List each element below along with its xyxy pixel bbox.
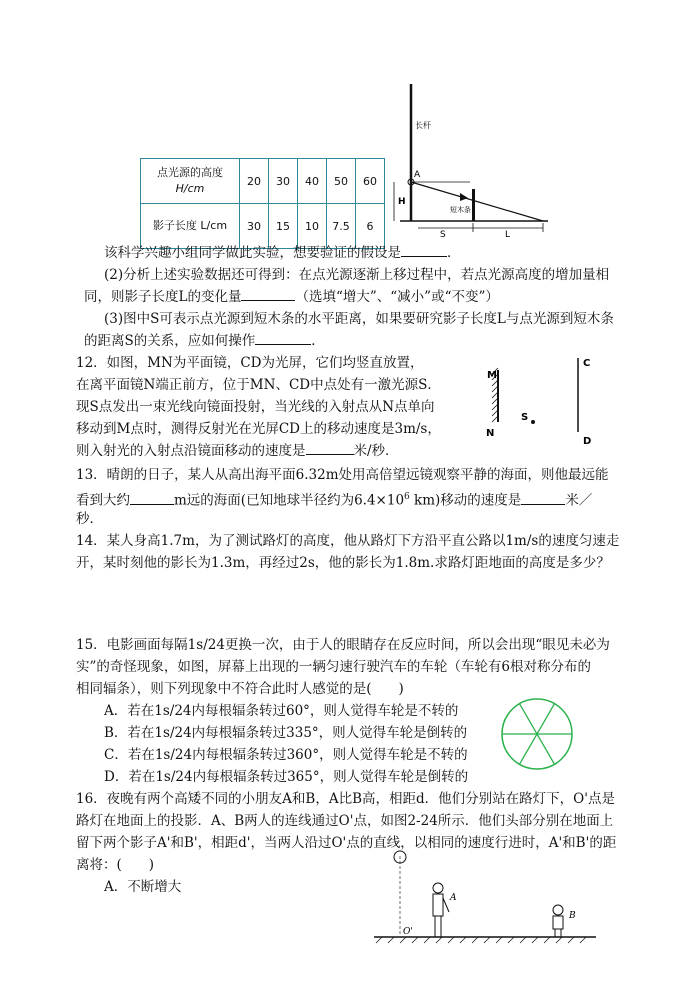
label-person-a: A: [450, 893, 457, 903]
answer-blank[interactable]: [401, 242, 447, 257]
q15-line3: 相同辐条），则下列现象中不符合此时人感觉的是( ): [76, 681, 404, 697]
label-c: C: [583, 358, 591, 369]
table-cell: 6: [356, 204, 385, 249]
q16-line1: 16．夜晚有两个高矮不同的小朋友A和B，A比B高，相距d．他们分别站在路灯下，O'点是: [76, 791, 615, 807]
q13-line3: 秒．: [76, 511, 103, 527]
table-header-cell: 影子长度 L/cm: [141, 204, 240, 249]
q13-line1: 13．晴朗的日子，某人从高出海平面6.32m处用高倍望远镜观察平静的海面，则他最远能: [76, 467, 609, 483]
wheel-spokes: [502, 704, 572, 765]
ray-arrow: [460, 193, 468, 201]
label-m: M: [487, 370, 497, 381]
q11-line3a-text: 同，则影子长度L的变化量: [84, 289, 242, 305]
answer-blank[interactable]: [255, 330, 311, 345]
q14-line2: 开，某时刻他的影长为1.3m，再经过2s，他的影长为1.8m.求路灯距地面的高度是多少？: [76, 555, 610, 571]
table-cell: 20: [240, 159, 269, 204]
table-cell: 30: [240, 204, 269, 249]
q13-line2b-text: m远的海面(已知地球半径约为6.4×10: [174, 492, 405, 509]
table-cell: 10: [298, 204, 327, 249]
person-a: [433, 883, 449, 937]
q15-option-a[interactable]: A．若在1s/24内每根辐条转过60°，则人觉得车轮是不转的: [104, 703, 459, 719]
label-s: S: [521, 412, 529, 423]
label-o-prime: O': [403, 927, 413, 937]
q16-option-a[interactable]: A．不断增大: [104, 879, 182, 895]
q13-line2a-text: 看到大约: [76, 492, 130, 509]
q12-line2: 在离平面镜N端正前方，位于MN、CD中点处有一激光源S．: [76, 377, 441, 393]
table-cell: 30: [269, 159, 298, 204]
answer-blank[interactable]: [241, 286, 295, 301]
q16-line4: 离将：( ): [76, 857, 155, 873]
answer-blank[interactable]: [521, 490, 565, 505]
wheel-figure: [500, 697, 574, 771]
q12-line1: 12．如图，MN为平面镜，CD为光屏，它们均竖直放置，: [76, 355, 424, 371]
short-bar-label: 短木条: [450, 206, 471, 214]
l-label: L: [505, 230, 511, 240]
q16-line3: 留下两个影子A'和B'，相距d'，当两人沿过O'点的直线，以相同的速度行进时，A'和B'的距: [76, 835, 617, 851]
table-header-cell: 点光源的高度 H/cm: [141, 159, 240, 204]
q13-exponent: 6: [404, 492, 410, 502]
q15-line1: 15．电影画面每隔1s/24更换一次，由于人的眼睛存在反应时间，所以会出现“眼见未必为: [76, 637, 610, 653]
table-cell: 50: [327, 159, 356, 204]
pole-label: 长杆: [415, 121, 431, 130]
q11-line5a-text: 的距离S的关系，应如何操作: [84, 333, 256, 349]
table-cell: 40: [298, 159, 327, 204]
s-label: S: [440, 230, 446, 240]
light-ray: [411, 182, 543, 221]
q13-line2d-text: 米／: [565, 492, 593, 509]
q11-line2: (2)分析上述实验数据还可得到：在点光源逐渐上移过程中，若点光源高度的增加量相: [104, 267, 610, 283]
q13-line2c-text: km)移动的速度是: [409, 492, 522, 509]
mirror-figure: [476, 352, 606, 448]
q16-line2: 路灯在地面上的投影．A、B两人的连线通过O'点，如图2-24所示．他们头部分别在地面上: [76, 813, 614, 829]
q11-line1-text: 该科学兴趣小组同学做此实验，想要验证的假设是: [104, 245, 401, 261]
q12-line4: 移动到M点时，测得反射光在光屏CD上的移动速度是3m/s，: [76, 421, 441, 437]
table-cell: 15: [269, 204, 298, 249]
q12-line5b-text: 米/秒．: [353, 443, 399, 459]
q15-option-c[interactable]: C．若在1s/24内每根辐条转过360°，则人觉得车轮是不转的: [104, 747, 468, 763]
q15-option-d[interactable]: D．若在1s/24内每根辐条转过365°，则人觉得车轮是倒转的: [104, 769, 469, 785]
ground-hatch: [376, 937, 586, 943]
label-d: D: [583, 436, 592, 447]
q12-line3: 现S点发出一束光线向镜面投射，当光线的入射点从N点单向: [76, 399, 435, 415]
q11-line5: [84, 330, 325, 352]
q14-line1: 14．某人身高1.7m，为了测试路灯的高度，他从路灯下方沿平直公路以1m/s的速度匀速走: [76, 533, 620, 549]
answer-blank[interactable]: [306, 440, 354, 455]
label-n: N: [486, 428, 495, 439]
q15-option-b[interactable]: B．若在1s/24内每根辐条转过335°，则人觉得车轮是倒转的: [104, 725, 468, 741]
shadow-experiment-figure: [388, 84, 558, 240]
streetlight-figure: [372, 848, 598, 948]
q11-line1: [104, 242, 461, 264]
h-label: H: [398, 197, 406, 207]
point-a-label: A: [414, 170, 421, 180]
short-bar: [472, 189, 475, 221]
q12-line5: [76, 440, 399, 462]
q13-line2: [76, 486, 592, 512]
q11-line4: (3)图中S可表示点光源到短木条的水平距离，如果要研究影子长度L与点光源到短木条: [104, 311, 614, 327]
q11-line1-end: ．: [447, 245, 461, 261]
q11-line3b-text: （选填“增大”、“减小”或“不变”）: [295, 289, 499, 305]
table-cell: 60: [356, 159, 385, 204]
data-table: [140, 158, 385, 249]
q12-line5a-text: 则入射光的入射点沿镜面移动的速度是: [76, 443, 306, 459]
person-b: [553, 905, 563, 937]
label-person-b: B: [569, 911, 576, 921]
q15-line2: 实”的奇怪现象，如图，屏幕上出现的一辆匀速行驶汽车的车轮（车轮有6根对称分布的: [76, 659, 591, 675]
q11-line3: [84, 286, 499, 308]
laser-source-s: [531, 420, 535, 424]
answer-blank[interactable]: [130, 490, 174, 505]
table-row: [141, 159, 385, 204]
q11-line5-end: ．: [311, 333, 325, 349]
table-cell: 7.5: [327, 204, 356, 249]
